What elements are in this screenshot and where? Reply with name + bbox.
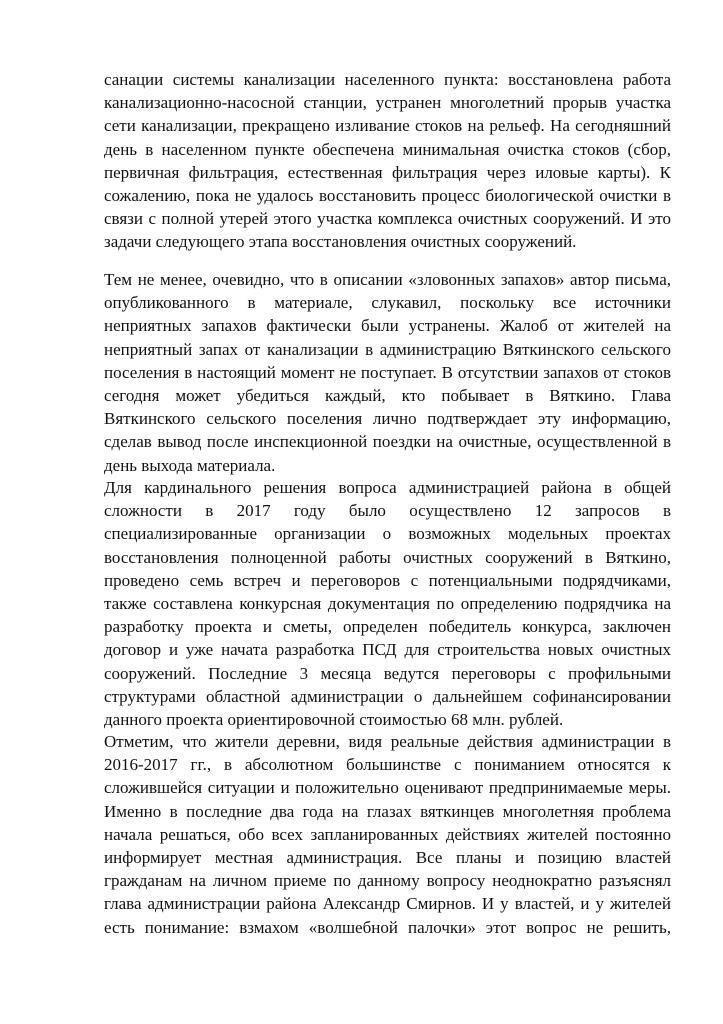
text-line: день выхода материала.: [104, 455, 276, 475]
text-line: Отметим, что жители деревни, видя реальные действия администрации в: [104, 732, 671, 751]
text-line: сожалению, пока не удалось восстановить процесс биологической очистки в: [104, 185, 671, 205]
text-line: поселения в настоящий момент не поступает. В отсутствии запахов от стоков: [104, 362, 671, 382]
text-line: канализационно-насосной станции, устранен многолетний прорыв участка: [104, 93, 671, 113]
paragraph-2: [104, 268, 671, 477]
text-line: восстановления полноценной работы очистных сооружений в Вяткино,: [104, 547, 671, 567]
text-line: сооружений. Последние 3 месяца ведутся переговоры с профильными: [104, 663, 671, 683]
text-line: опубликованного в материале, слукавил, поскольку все источники: [104, 293, 671, 313]
text-line: задачи следующего этапа восстановления очистных сооружений.: [104, 232, 577, 252]
text-line: проведено семь встреч и переговоров с потенциальными подрядчиками,: [104, 570, 671, 590]
text-line: структурами областной администрации о дальнейшем софинансировании: [104, 686, 671, 706]
text-line: неприятный запах от канализации в администрацию Вяткинского сельского: [104, 339, 671, 359]
text-line: Тем не менее, очевидно, что в описании «зловонных запахов» автор письма,: [104, 270, 671, 289]
text-line: гражданам на личном приеме по данному вопросу неоднократно разъяснял: [104, 871, 671, 891]
text-line: день в населенном пункте обеспечена минимальная очистка стоков (сбор,: [104, 139, 671, 159]
text-line: сделав вывод после инспекционной поездки на очистные, осуществленной в: [104, 432, 671, 452]
paragraph-4: [104, 730, 671, 939]
text-line: есть понимание: взмахом «волшебной палочки» этот вопрос не решить,: [104, 917, 671, 937]
text-line: Вяткинского сельского поселения лично подтверждает эту информацию,: [104, 409, 671, 429]
text-line: начала решаться, обо всех запланированных действиях жителей постоянно: [104, 824, 671, 844]
text-line: глава администрации района Александр Смирнов. И у властей, и у жителей: [104, 894, 671, 914]
text-line: санации системы канализации населенного пункта: восстановлена работа: [104, 70, 671, 89]
text-line: специализированные организации о возможных модельных проектах: [104, 524, 671, 544]
text-line: связи с полной утерей этого участка комплекса очистных сооружений. И это: [104, 209, 671, 229]
text-line: информирует местная администрация. Все планы и позицию властей: [104, 847, 671, 867]
text-line: сложности в 2017 году было осуществлено 12 запросов в: [104, 501, 671, 521]
text-line: сети канализации, прекращено изливание стоков на рельеф. На сегодняшний: [104, 116, 671, 136]
paragraph-3: [104, 476, 671, 731]
text-line: Для кардинального решения вопроса администрацией района в общей: [104, 478, 671, 497]
text-line: данного проекта ориентировочной стоимостью 68 млн. рублей.: [104, 709, 564, 729]
text-line: Именно в последние два года на глазах вяткинцев многолетняя проблема: [104, 801, 671, 821]
text-line: неприятных запахов фактически были устранены. Жалоб от жителей на: [104, 316, 671, 336]
text-line: сложившейся ситуации и положительно оценивают предпринимаемые меры.: [104, 778, 671, 798]
text-line: 2016-2017 гг., в абсолютном большинстве с пониманием относятся к: [104, 755, 671, 775]
text-line: первичная фильтрация, естественная фильтрация через иловые карты). К: [104, 162, 671, 182]
text-line: сегодня может убедиться каждый, кто побывает в Вяткино. Глава: [104, 385, 671, 405]
text-line: договор и уже начата разработка ПСД для строительства новых очистных: [104, 640, 671, 660]
paragraph-1: [104, 68, 671, 254]
text-line: также составлена конкурсная документация по определению подрядчика на: [104, 593, 671, 613]
text-line: разработку проекта и сметы, определен победитель конкурса, заключен: [104, 617, 671, 637]
